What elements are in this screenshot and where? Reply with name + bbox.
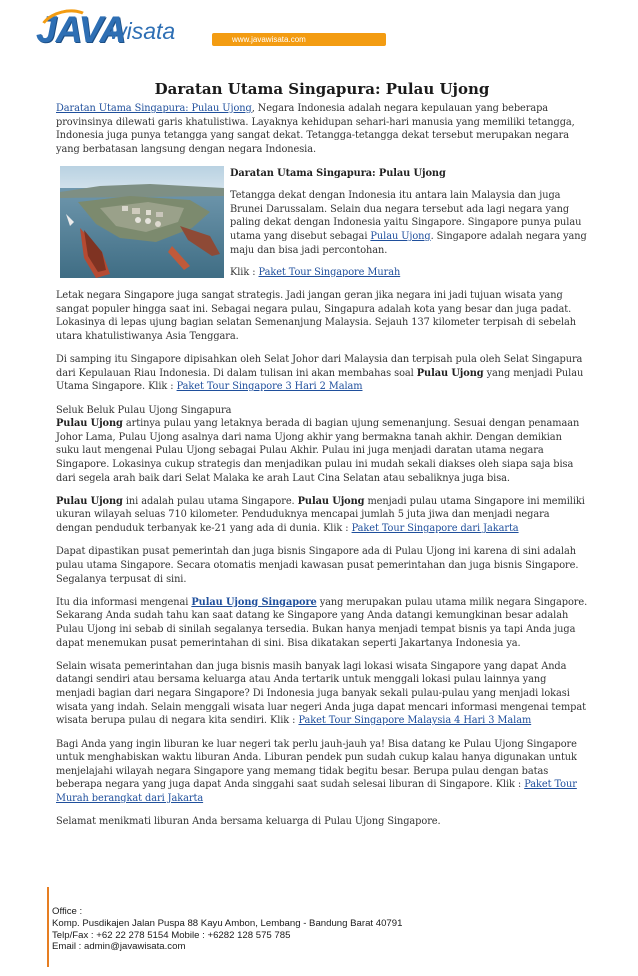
pulau-ujong-link[interactable]: Pulau Ujong xyxy=(370,230,431,242)
logo-sub-text: wisata xyxy=(110,18,176,44)
footer-divider xyxy=(47,887,49,967)
pulau-ujong-photo xyxy=(60,166,224,278)
page-footer xyxy=(52,906,402,953)
javawisata-logo[interactable] xyxy=(36,8,176,52)
intro-link[interactable]: Daratan Utama Singapura: Pulau Ujong xyxy=(56,103,252,114)
footer-office-label: Office : xyxy=(52,906,83,917)
feature-block xyxy=(56,166,588,281)
paket-murah-jakarta-link[interactable]: Paket Tour Murah berangkat dari Jakarta xyxy=(56,779,577,804)
feature-text xyxy=(230,166,588,288)
section-heading: Seluk Beluk Pulau Ujong Singapura xyxy=(56,404,232,416)
page-title: Daratan Utama Singapura: Pulau Ujong xyxy=(154,80,490,98)
pulau-ujong-singapore-link[interactable]: Pulau Ujong Singapore xyxy=(191,596,317,608)
paragraph-informasi: Itu dia informasi mengenai Pulau Ujong Singapore yang merupakan pulau utama milik negara Singapore. Sekarang Anda sudah tahu kan saat datang ke Singapore yang Anda datangi kemungkinan besar adalah Pulau Ujong ini sebab di sinilah segalanya tersedia. Bukan hanya menjadi tempat bisnis ya tapi Anda juga dapat menemukan pusat pemerintahan di sini. Bisa dikatakan seperti Jakartanya Indonesia ya. xyxy=(56,596,588,649)
header-url[interactable]: www.javawisata.com xyxy=(232,35,306,44)
paragraph-seluk-beluk: Seluk Beluk Pulau Ujong Singapura Pulau Ujong artinya pulau yang letaknya berada di bagian ujung semenanjung. Sesuai dengan penamaan Johor Lama, Pulau Ujong asalnya dari nama Ujong akhir yang bermakna tanah akhir. Dengan demikian suku laut mengenai Pulau Ujong sebagai Pulau Akhir. Pulau ini juga menjadi daratan utama negara Singapore. Lokasinya cukup strategis dan menjadikan pulau ini mudah sekali diakses oleh siapa saja bisa dari segela arah baik dari Selat Malaka ke arah Laut Cina Selatan atau sebaliknya juga bisa. xyxy=(56,404,580,484)
paragraph-selat: Di samping itu Singapore dipisahkan oleh Selat Johor dari Malaysia dan terpisah pula oleh Selat Singapura dari Kepulauan Riau Indonesia. Di dalam tulisan ini akan membahas soal Pulau Ujong yang menjadi Pulau Utama Singapore. Klik : Paket Tour Singapore 3 Hari 2 Malam xyxy=(56,354,584,393)
footer-email[interactable]: Email : admin@javawisata.com xyxy=(52,941,186,953)
paragraph-pemerintahan: Dapat dipastikan pusat pemerintah dan juga bisnis Singapore ada di Pulau Ujong ini karena di sini adalah pulau utama Singapore. Secara otomatis menjadi kawasan pusat pemerintahan dan juga bisnis Singapore. Segalanya terpusat di sini. xyxy=(56,546,579,585)
feature-paragraph: Tetangga dekat dengan Indonesia itu antara lain Malaysia dan juga Brunei Darussalam. Selain dua negara tersebut ada lagi negara yang paling dekat dengan Indonesia yaitu Singapore. Singapore punya pulau utama yang disebut sebagai Pulau Ujong. Singapore adalah negara yang maju dan bisa jadi percontohan. xyxy=(230,190,587,256)
paragraph-location: Letak negara Singapore juga sangat strategis. Jadi jangan geran jika negara ini jadi tujuan wisata yang sangat populer hingga saat ini. Sebagai negara pulau, Singapura adalah kota yang besar dan juga padat. Lokasinya di lepas ujung bagian selatan Semenanjung Malaysia. Sejauh 137 kilometer terpisah di sebelah utara khatulistiwanya Asia Tenggara. xyxy=(56,290,576,342)
logo-main-text: JAVA xyxy=(36,9,126,50)
page-header xyxy=(0,0,638,60)
footer-phone: Telp/Fax : +62 22 278 5154 Mobile : +6282 128 575 785 xyxy=(52,929,291,941)
paragraph-closing: Selamat menikmati liburan Anda bersama keluarga di Pulau Ujong Singapore. xyxy=(56,816,441,828)
paragraph-pulau-utama: Pulau Ujong ini adalah pulau utama Singapore. Pulau Ujong menjadi pulau utama Singapore ini memiliki ukuran wilayah seluas 710 kilometer. Penduduknya mencapai jumlah 5 juta jiwa dan menjadi negara dengan penduduk terbanyak ke-21 yang ada di dunia. Klik : Paket Tour Singapore dari Jakarta xyxy=(56,495,585,535)
intro-paragraph: Daratan Utama Singapura: Pulau Ujong, Negara Indonesia adalah negara kepulauan yang beberapa provinsinya dilewati garis khatulistiwa. Layaknya kehidupan sehari-hari manusia yang memiliki tetangga, Indonesia juga punya tetangga yang sangat dekat. Tetangga-tetangga dekat tersebut merupakan negara yang berbatasan langsung dengan negara Indonesia. xyxy=(56,103,575,155)
paket-malaysia-link[interactable]: Paket Tour Singapore Malaysia 4 Hari 3 Malam xyxy=(298,715,532,727)
footer-address: Komp. Pusdikajen Jalan Puspa 88 Kayu Ambon, Lembang - Bandung Barat 40791 xyxy=(52,917,403,929)
paket-3hari-link[interactable]: Paket Tour Singapore 3 Hari 2 Malam xyxy=(176,381,363,393)
paragraph-wisata: Selain wisata pemerintahan dan juga bisnis masih banyak lagi lokasi wisata Singapore yang dapat Anda datangi sendiri atau bersama keluarga atau Anda tertarik untuk menggali lokasi pulau lainnya yang menjadi bagian dari negara Singapore? Di Indonesia juga banyak sekali pulau-pulau yang menjadi lokasi wisata yang indah. Selain menggali wisata luar negeri Anda juga dapat mencari informasi mengenai tempat wisata berupa pulau di negara kita sendiri. Klik : Paket Tour Singapore Malaysia 4 Hari 3 Malam xyxy=(56,660,586,727)
feature-klik: Klik : Paket Tour Singapore Murah xyxy=(230,266,401,278)
paket-tour-murah-link[interactable]: Paket Tour Singapore Murah xyxy=(258,266,401,278)
article xyxy=(56,78,588,838)
paragraph-liburan: Bagi Anda yang ingin liburan ke luar negeri tak perlu jauh-jauh ya! Bisa datang ke Pulau Ujong Singapore untuk menghabiskan waktu liburan Anda. Liburan pendek pun sudah cukup kalau hanya digunakan untuk menjelajahi wilayah negara Singapore yang memang tidak begitu besar. Berupa pulau dengan batas beberapa negara yang juga dapat Anda singgahi saat sudah selesai liburan di Singapore. Klik : Paket Tour Murah berangkat dari Jakarta xyxy=(56,738,577,804)
paket-jakarta-link[interactable]: Paket Tour Singapore dari Jakarta xyxy=(351,523,519,535)
feature-title: Daratan Utama Singapura: Pulau Ujong xyxy=(230,168,446,180)
